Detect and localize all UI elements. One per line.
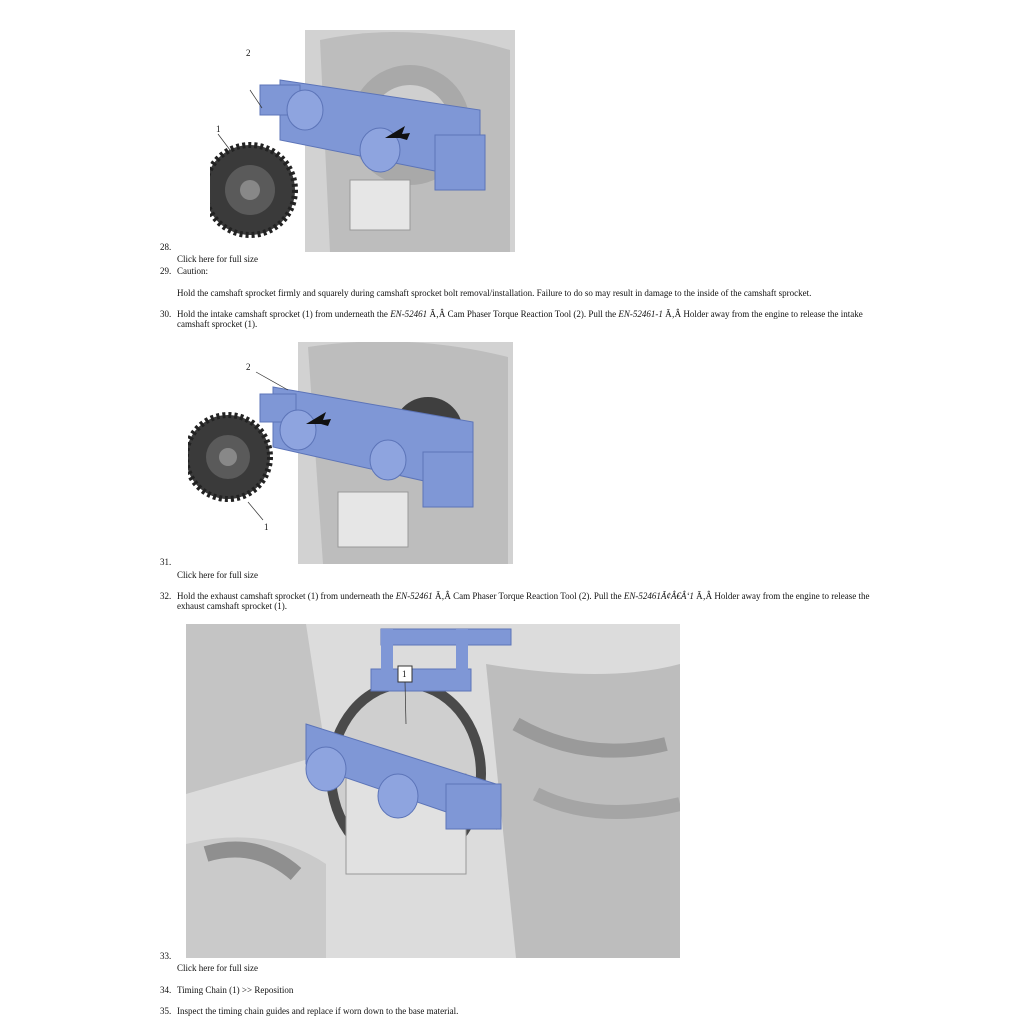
callout-2: 2: [246, 48, 251, 58]
step-30-text: [177, 309, 877, 329]
full-size-link-28[interactable]: Click here for full size: [177, 254, 258, 264]
step-28-number: 28.: [160, 242, 172, 252]
step-30-number: 30.: [160, 309, 172, 319]
step-32-t1: Hold the exhaust camshaft sprocket (1) from underneath the: [177, 591, 396, 601]
step-34-number: 34.: [160, 985, 172, 995]
tool-id-2: EN-52461Ã¢Â€Â‘1: [623, 591, 694, 601]
step-32-text: [177, 591, 877, 611]
step-30-t1: Hold the intake camshaft sprocket (1) from underneath the: [177, 309, 391, 319]
callout-1: 1: [402, 669, 407, 679]
callout-2: 2: [246, 362, 251, 372]
tool-id-2: EN-52461-1: [618, 309, 663, 319]
full-size-link-33[interactable]: Click here for full size: [177, 963, 258, 973]
figure-3-exhaust-release: [186, 624, 680, 958]
step-34-text[interactable]: Timing Chain (1) >> Reposition: [177, 985, 294, 995]
step-32-number: 32.: [160, 591, 172, 601]
caution-label: Caution:: [177, 266, 208, 276]
callout-1: 1: [264, 522, 269, 532]
step-32-t2: Ã‚Â Cam Phaser Torque Reaction Tool (2). Pull the: [432, 591, 624, 601]
full-size-link-31[interactable]: Click here for full size: [177, 570, 258, 580]
step-32-t3: Ã‚Â Holder away from the engine to release the exhaust camshaft sprocket (1).: [177, 591, 870, 611]
step-35-text: Inspect the timing chain guides and replace if worn down to the base material.: [177, 1006, 459, 1016]
figure-2-intake-release: [188, 342, 513, 564]
caution-body: Hold the camshaft sprocket firmly and squarely during camshaft sprocket bolt removal/installation. Failure to do so may result in damage to the inside of the camshaft sprocket.: [177, 288, 812, 298]
figure-1-intake-tool: [210, 30, 515, 252]
step-33-number: 33.: [160, 951, 172, 961]
step-31-number: 31.: [160, 557, 172, 567]
tool-id: EN-52461: [390, 309, 428, 319]
step-30-t3: Ã‚Â Holder away from the engine to release the intake camshaft sprocket (1).: [177, 309, 863, 329]
step-35-number: 35.: [160, 1006, 172, 1016]
step-30-t2: Ã‚Â Cam Phaser Torque Reaction Tool (2). Pull the: [427, 309, 619, 319]
step-29-number: 29.: [160, 266, 172, 276]
callout-1: 1: [216, 124, 221, 134]
tool-id: EN-52461: [395, 591, 433, 601]
